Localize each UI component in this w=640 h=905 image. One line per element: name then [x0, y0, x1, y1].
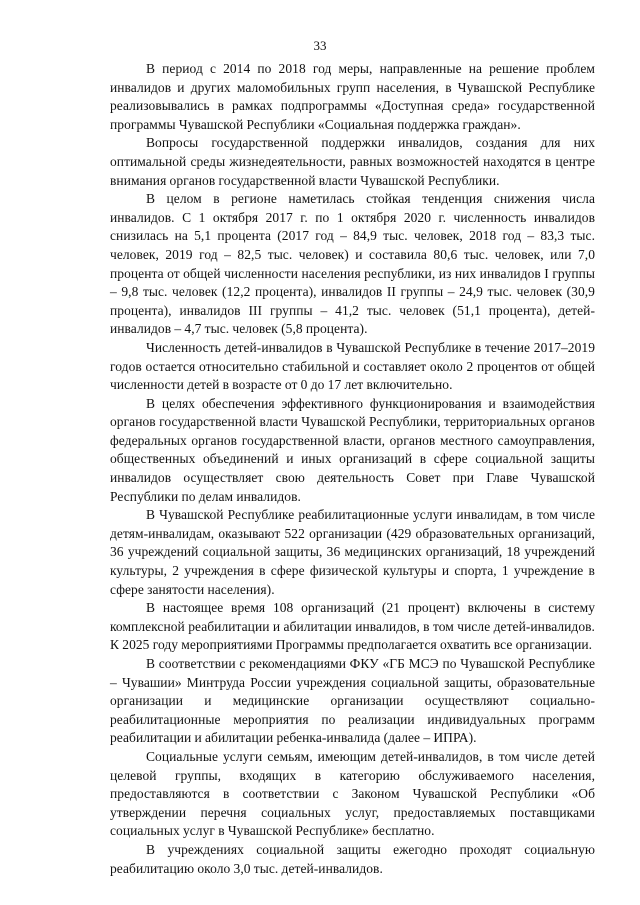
paragraph-children-statistics: Численность детей-инвалидов в Чувашской Республике в течение 2017–2019 годов остается относительно стабильной и составляет около 2 процентов от общей численности детей в возрасте от 0 до 17 лет включительно. — [110, 339, 595, 393]
paragraph-ipra: В соответствии с рекомендациями ФКУ «ГБ МСЭ по Чувашской Республике – Чувашии» Минтруда России учреждения социальной защиты, образовательные организации и медицинские организации осуществляют социально-реабилитационные мероприятия по реализации индивидуальных программ реабилитации и абилитации ребенка-инвалида (далее – ИПРА). — [110, 656, 595, 746]
paragraph-annual-rehabilitation: В учреждениях социальной защиты ежегодно проходят социальную реабилитацию около 3,0 тыс. детей-инвалидов. — [110, 841, 595, 876]
paragraph-rehabilitation-services: В Чувашской Республике реабилитационные услуги инвалидам, в том числе детям-инвалидам, оказывают 522 организации (429 образовательных организаций, 36 учреждений социальной защиты, 36 медицинских организаций, 18 учреждений культуры, 2 учреждения в сфере физической культуры и спорта, 1 учреждение в сфере занятости населения). — [110, 507, 595, 597]
document-body — [110, 60, 595, 878]
paragraph-state-support: Вопросы государственной поддержки инвалидов, создания для них оптимальной среды жизнедеятельности, равных возможностей находятся в центре внимания органов государственной власти Чувашской Республики. — [110, 135, 595, 188]
paragraph-council: В целях обеспечения эффективного функционирования и взаимодействия органов государственной власти Чувашской Республики, территориальных органов федеральных органов государственной власти, органов местного самоуправления, общественных объединений и иных организаций в сфере социальной защиты инвалидов осуществляет свою деятельность Совет при Главе Чувашской Республики по делам инвалидов. — [110, 395, 595, 504]
paragraph-rehabilitation-system: В настоящее время 108 организаций (21 процент) включены в систему комплексной реабилитации и абилитации инвалидов, в том числе детей-инвалидов. К 2025 году мероприятиями Программы предполагается охватить все организации. — [110, 600, 595, 653]
paragraph-social-services: Социальные услуги семьям, имеющим детей-инвалидов, в том числе детей целевой группы, входящих в категорию обслуживаемого населения, предоставляются в соответствии с Законом Чувашской Республики «Об утверждении перечня социальных услуг, предоставляемых поставщиками социальных услуг в Чувашской Республике» бесплатно. — [110, 748, 595, 839]
paragraph-accessible-environment: В период с 2014 по 2018 год меры, направленные на решение проблем инвалидов и других маломобильных групп населения, в Чувашской Республике реализовывались в рамках подпрограммы «Доступная среда» государственной программы Чувашской Республики «Социальная поддержка граждан». — [110, 61, 595, 132]
page-number: 33 — [313, 38, 327, 53]
paragraph-disability-statistics: В целом в регионе наметилась стойкая тенденция снижения числа инвалидов. С 1 октября 2017 г. по 1 октября 2020 г. численность инвалидов снизилась на 5,1 процента (2017 год – 84,9 тыс. человек, 2018 год – 83,3 тыс. человек, 2019 год – 82,5 тыс. человек) и составила 80,6 тыс. человек, или 7,0 процента от общей численности населения республики, из них инвалидов I группы – 9,8 тыс. человек (12,2 процента), инвалидов II группы – 24,9 тыс. человек (30,9 процента), инвалидов III группы – 41,2 тыс. человек (51,1 процента), детей-инвалидов – 4,7 тыс. человек (5,8 процента). — [110, 191, 595, 337]
